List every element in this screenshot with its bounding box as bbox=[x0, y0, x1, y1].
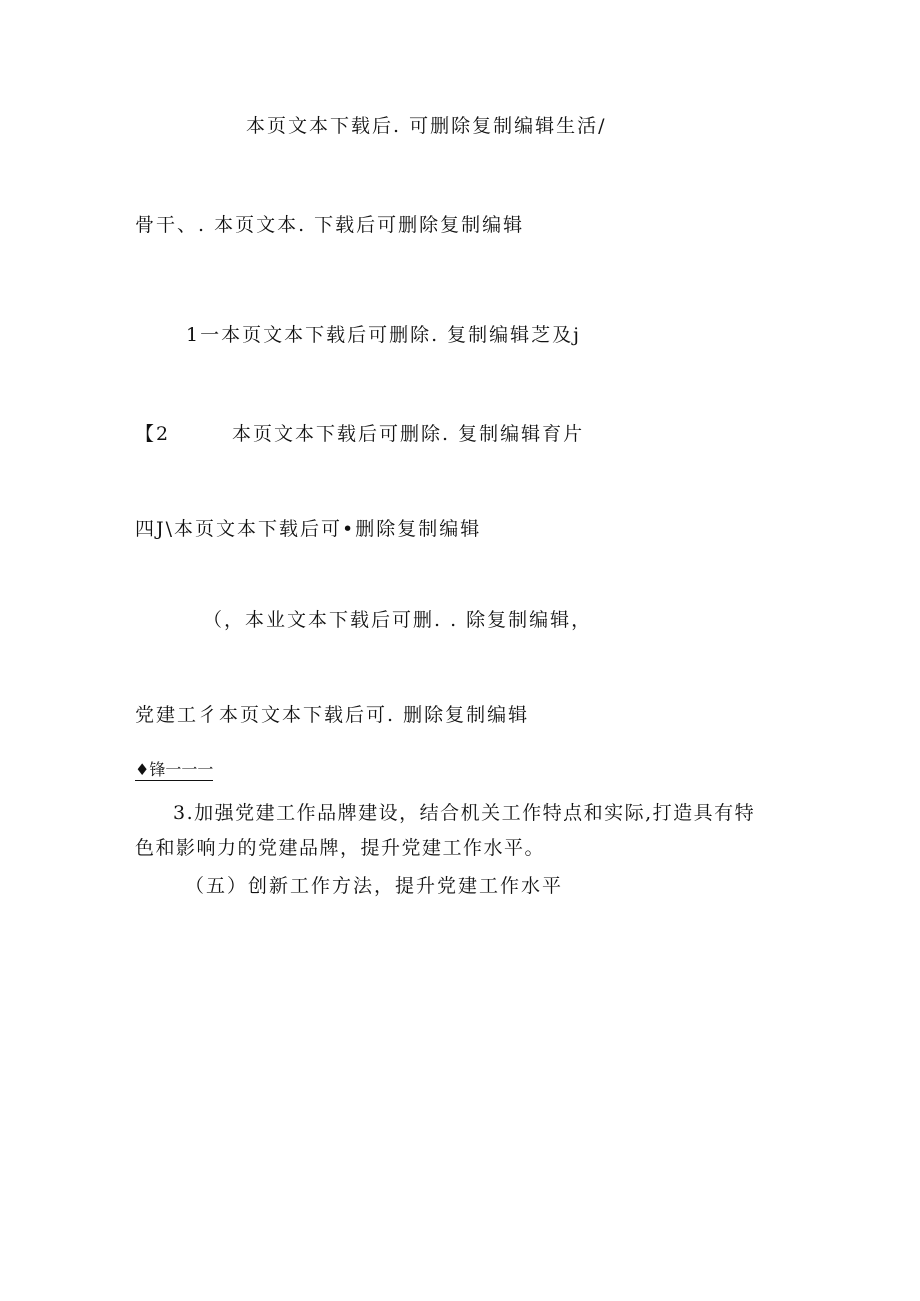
text-line-7: 党建工彳本页文本下载后可. 删除复制编辑 bbox=[135, 704, 530, 726]
text-line-4-marker: 【2 bbox=[135, 423, 171, 445]
text-line-6: （，本业文本下载后可删. . 除复制编辑， bbox=[203, 609, 593, 631]
text-line-3: 1一本页文本下载后可删除. 复制编辑芝及j bbox=[186, 324, 582, 346]
body-paragraph: 3.加强党建工作品牌建设，结合机关工作特点和实际,打造具有特色和影响力的党建品牌，提升党建工作水平。 bbox=[135, 802, 756, 859]
section-heading: （五）创新工作方法，提升党建工作水平 bbox=[185, 875, 564, 897]
text-line-1: 本页文本下载后. 可删除复制编辑生活/ bbox=[246, 115, 607, 137]
text-line-2: 骨干、. 本页文本. 下载后可删除复制编辑 bbox=[135, 214, 525, 236]
text-line-5: 四J\本页文本下载后可•删除复制编辑 bbox=[135, 518, 482, 540]
underlined-fragment: ♦锋一一一 bbox=[135, 760, 214, 779]
text-line-4: 本页文本下载后可删除. 复制编辑育片 bbox=[232, 423, 585, 445]
